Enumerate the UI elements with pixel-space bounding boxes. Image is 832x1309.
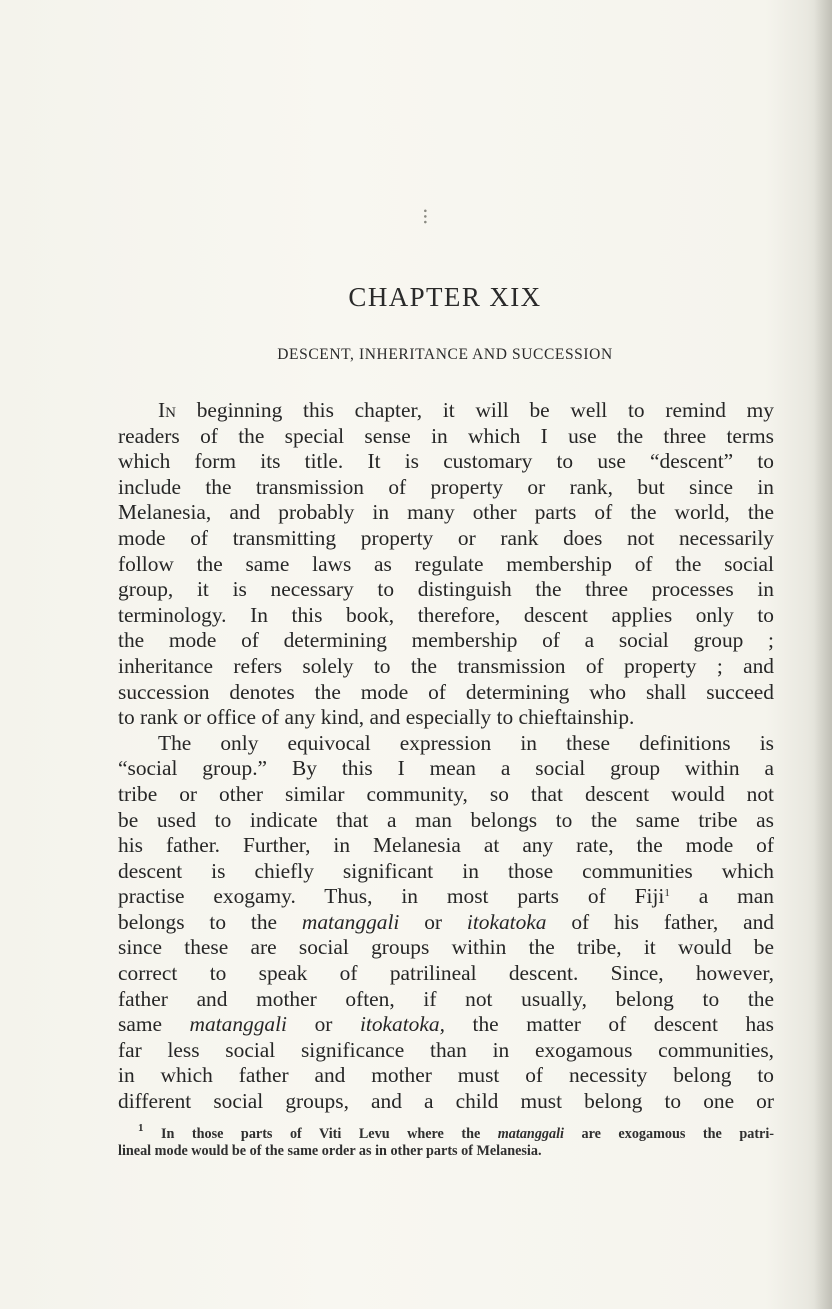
text-line	[118, 398, 774, 424]
text-segment: belongs to the	[118, 909, 278, 934]
text-line: different social groups, and a child must belong to one or	[118, 1089, 774, 1114]
italic-term: itokatoka	[466, 909, 547, 934]
text-line: which form its title. It is customary to use “descent” to	[118, 449, 774, 474]
text-segment: of his father, and	[571, 909, 774, 934]
page-edge-shadow	[814, 0, 832, 1309]
text-line: follow the same laws as regulate membership of the social	[118, 551, 774, 576]
text-line: in which father and mother must of necessity belong to	[118, 1063, 774, 1088]
text-segment: practise exogamy. Thus, in most parts of Fiji	[118, 884, 665, 909]
text-segment: or	[424, 909, 443, 934]
text-line: “social group.” By this I mean a social group within a	[118, 756, 774, 781]
text-line: his father. Further, in Melanesia at any rate, the mode of	[118, 833, 774, 858]
text-segment: a man	[698, 884, 774, 909]
text-line: readers of the special sense in which I use the three terms	[118, 423, 774, 448]
text-line: descent is chiefly significant in those communities which	[118, 858, 774, 883]
body-text	[118, 398, 774, 1115]
text-segment: same	[118, 1012, 162, 1037]
text-line: include the transmission of property or rank, but since in	[118, 474, 774, 499]
text-line	[118, 910, 774, 936]
italic-term: matanggali	[497, 1126, 564, 1142]
italic-term: itokatoka,	[359, 1012, 445, 1037]
text-line: The only equivocal expression in these definitions is	[158, 730, 774, 755]
footnote-line: lineal mode would be of the same order as in other parts of Melanesia.	[118, 1142, 542, 1159]
text-line: terminology. In this book, therefore, descent applies only to	[118, 602, 774, 627]
text-line: tribe or other similar community, so that descent would not	[118, 781, 774, 806]
italic-term: matanggali	[189, 1012, 287, 1037]
text-segment: In those parts of Viti Levu where the	[161, 1126, 481, 1142]
text-line	[118, 1012, 774, 1038]
text-line: mode of transmitting property or rank does not necessarily	[118, 525, 774, 550]
text-line	[118, 884, 774, 910]
text-segment: beginning this chapter, it will be well to remind my	[175, 398, 774, 422]
footnote-mark: 1	[138, 1122, 144, 1134]
text-line: succession denotes the mode of determining who shall succeed	[118, 679, 774, 704]
text-line: Melanesia, and probably in many other parts of the world, the	[118, 500, 774, 525]
text-line: to rank or office of any kind, and especially to chieftainship.	[118, 705, 635, 730]
footnote	[118, 1122, 775, 1159]
text-line: since these are social groups within the tribe, it would be	[118, 935, 774, 960]
footnote-reference: 1	[664, 887, 670, 900]
text-line: far less social significance than in exogamous communities,	[118, 1037, 774, 1062]
text-line: be used to indicate that a man belongs to the same tribe as	[118, 807, 774, 832]
ornament-icon: ∙∙∙	[419, 208, 430, 225]
text-line: the mode of determining membership of a social group ;	[118, 628, 774, 653]
text-line: correct to speak of patrilineal descent. Since, however,	[118, 961, 774, 986]
opening-word: In	[158, 398, 176, 422]
text-line: group, it is necessary to distinguish the three processes in	[118, 577, 774, 602]
text-line: father and mother often, if not usually, belong to the	[118, 986, 774, 1011]
text-line: inheritance refers solely to the transmission of property ; and	[118, 653, 774, 678]
footnote-line	[118, 1122, 775, 1143]
text-segment: or	[314, 1012, 333, 1037]
text-segment: are exogamous the patri-	[581, 1126, 775, 1142]
italic-term: matanggali	[301, 909, 400, 934]
chapter-subtitle: DESCENT, INHERITANCE AND SUCCESSION	[277, 346, 613, 363]
chapter-title: CHAPTER XIX	[348, 282, 542, 312]
text-segment: the matter of descent has	[472, 1012, 774, 1037]
